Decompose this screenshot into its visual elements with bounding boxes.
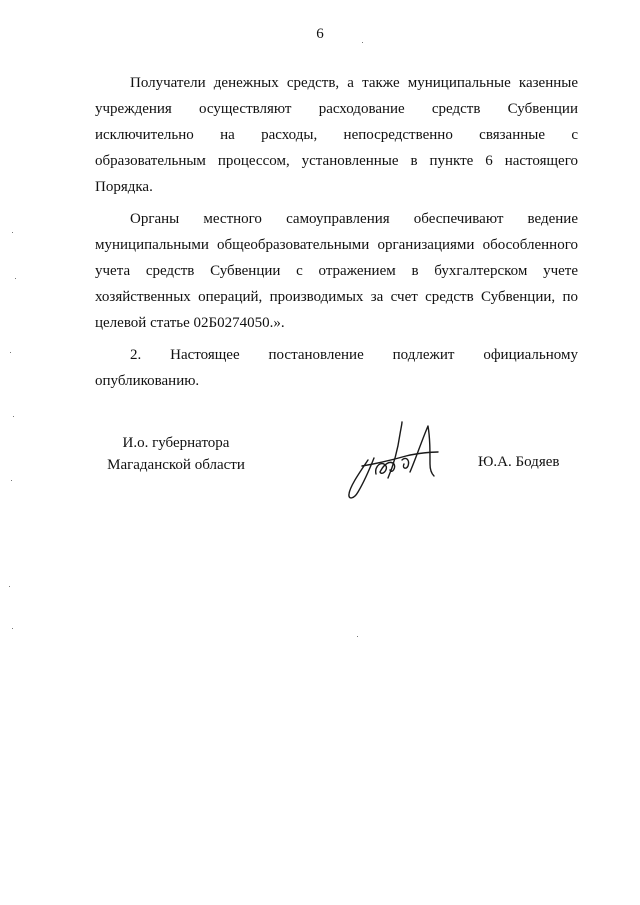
document-body	[95, 70, 578, 400]
paragraph-recipients-spending: Получатели денежных средств, а также муниципальные казенные учреждения осуществляют расходование средств Субвенции исключительно на расходы, непосредственно связанные с образовательным процессом, установленные в пункте 6 настоящего Порядка.	[95, 75, 578, 195]
scan-speck	[11, 480, 12, 481]
page-number: 6	[316, 26, 324, 42]
signatory-title	[96, 432, 256, 476]
handwritten-signature-icon	[340, 420, 450, 510]
paragraph-publication: 2. Настоящее постановление подлежит официальному опубликованию.	[95, 347, 578, 389]
paragraph-separate-accounting: Органы местного самоуправления обеспечивают ведение муниципальными общеобразовательными организациями обособленного учета средств Субвенции с отражением в бухгалтерском учете хозяйственных операций, производимых за счет средств Субвенции, по целевой статье 02Б0274050.».	[95, 211, 578, 331]
scan-speck	[15, 278, 16, 279]
scan-speck	[10, 352, 11, 353]
scan-speck	[357, 636, 358, 637]
signatory-title-line1: И.о. губернатора	[122, 435, 230, 451]
signatory-name: Ю.А. Бодяев	[478, 454, 560, 470]
scan-speck	[12, 628, 13, 629]
scan-speck	[13, 416, 14, 417]
signatory-title-line2: Магаданской области	[107, 457, 245, 473]
scan-speck	[9, 586, 10, 587]
scan-speck	[12, 232, 13, 233]
scan-speck	[362, 42, 363, 43]
